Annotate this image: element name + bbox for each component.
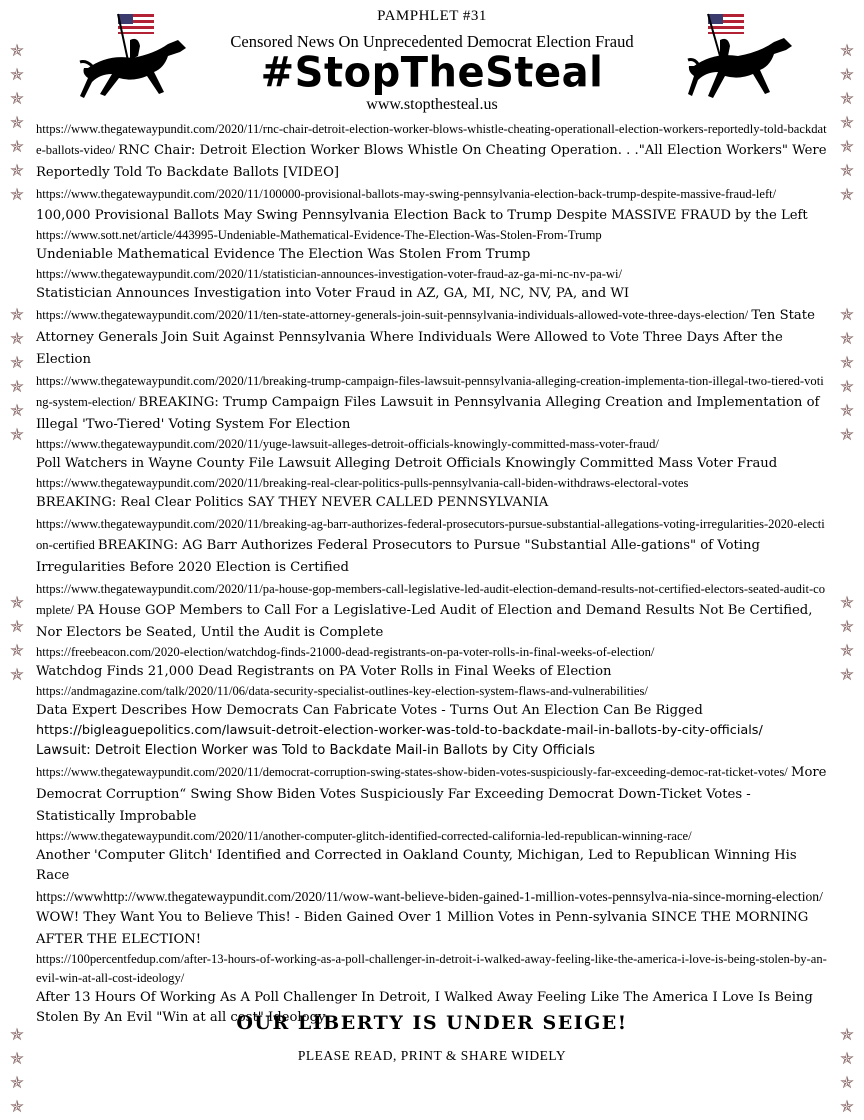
list-item <box>36 435 828 474</box>
slogan: OUR LIBERTY IS UNDER SEIGE! <box>236 1012 628 1034</box>
article-title: Ten State Attorney Generals Join Suit Against Pennsylvania Where Individuals Were Allowed to Vote Three Days After the Election <box>36 308 815 367</box>
star-icon: ✯ <box>9 1097 25 1117</box>
article-title: Watchdog Finds 21,000 Dead Registrants on PA Voter Rolls in Final Weeks of Election <box>36 664 612 679</box>
star-icon: ✯ <box>839 401 855 421</box>
article-url[interactable]: https://www.thegatewaypundit.com/2020/11/statistician-announces-investigation-voter-fraud-az-ga-mi-nc-nv-pa-wi/ <box>36 267 622 281</box>
star-icon: ✯ <box>839 41 855 61</box>
star-icon: ✯ <box>9 425 25 445</box>
article-title: Undeniable Mathematical Evidence The Election Was Stolen From Trump <box>36 247 531 262</box>
article-title: Poll Watchers in Wayne County File Lawsuit Alleging Detroit Officials Knowingly Committed Mass Voter Fraud <box>36 456 778 471</box>
article-url[interactable]: https://freebeacon.com/2020-election/watchdog-finds-21000-dead-registrants-on-pa-voter-rolls-in-final-weeks-of-election/ <box>36 645 655 659</box>
article-title: WOW! They Want You to Believe This! - Biden Gained Over 1 Million Votes in Penn-sylvania SINCE THE MORNING AFTER THE ELECTION! <box>36 910 809 947</box>
list-item <box>36 578 828 643</box>
article-title: BREAKING: AG Barr Authorizes Federal Prosecutors to Pursue "Substantial Alle-gations" of Voting Irregularities Before 2020 Election is Certified <box>36 538 760 575</box>
star-icon: ✯ <box>839 185 855 205</box>
article-list <box>36 118 828 1028</box>
star-icon: ✯ <box>9 1073 25 1093</box>
article-title: More Democrat Corruption“ Swing Show Biden Votes Suspiciously Far Exceeding Democrat Down-Ticket Votes - Statistically Improbable <box>36 765 827 824</box>
list-item <box>36 183 828 226</box>
page-title: #StopTheSteal <box>260 48 604 98</box>
pamphlet-subtitle: Censored News On Unprecedented Democrat Election Fraud <box>230 32 634 51</box>
list-item <box>36 827 828 886</box>
article-url[interactable]: https://www.thegatewaypundit.com/2020/11/breaking-ag-barr-authorizes-federal-prosecutors-pursue-substantial-allegations-voting-irregularities-2020-election-certified <box>36 517 825 552</box>
article-url[interactable]: https://www.thegatewaypundit.com/2020/11/pa-house-gop-members-call-legislative-led-audit-election-demand-results-not-certified-electors-seated-audit-complete/ <box>36 582 826 617</box>
star-icon: ✯ <box>839 89 855 109</box>
list-item <box>36 370 828 435</box>
pamphlet-number: PAMPHLET #31 <box>377 8 487 24</box>
article-url[interactable]: https://www.thegatewaypundit.com/2020/11/yuge-lawsuit-alleges-detroit-officials-knowingly-committed-mass-voter-fraud/ <box>36 437 659 451</box>
star-icon: ✯ <box>9 1049 25 1069</box>
article-title: RNC Chair: Detroit Election Worker Blows Whistle On Cheating Operation. . ."All Election Workers" Were Reportedly Told To Backdate Ballots [VIDEO] <box>36 143 827 180</box>
article-url[interactable]: https://www.thegatewaypundit.com/2020/11/breaking-real-clear-politics-pulls-pennsylvania-call-biden-withdraws-electoral-votes <box>36 476 689 490</box>
article-title: Data Expert Describes How Democrats Can Fabricate Votes - Turns Out An Election Can Be Rigged <box>36 703 703 718</box>
star-icon: ✯ <box>9 305 25 325</box>
star-column-right <box>836 40 858 1120</box>
star-icon: ✯ <box>9 41 25 61</box>
star-icon: ✯ <box>9 329 25 349</box>
star-icon: ✯ <box>839 65 855 85</box>
star-icon: ✯ <box>839 329 855 349</box>
article-url[interactable]: https://bigleaguepolitics.com/lawsuit-detroit-election-worker-was-told-to-backdate-mail-in-ballots-by-city-officials/ <box>36 723 763 738</box>
star-icon: ✯ <box>839 641 855 661</box>
list-item <box>36 474 828 513</box>
site-link[interactable]: www.stopthesteal.us <box>366 96 498 113</box>
article-url[interactable]: https://andmagazine.com/talk/2020/11/06/data-security-specialist-outlines-key-election-system-flaws-and-vulnerabilities/ <box>36 684 648 698</box>
star-icon: ✯ <box>839 1097 855 1117</box>
article-url[interactable]: https://100percentfedup.com/after-13-hours-of-working-as-a-poll-challenger-in-detroit-i-walked-away-feeling-like-the-america-i-love-is-being-stolen-by-an-evil-win-at-all-cost-ideology/ <box>36 952 827 985</box>
star-column-left <box>6 40 28 1120</box>
article-title: Lawsuit: Detroit Election Worker was Told to Backdate Mail-in Ballots by City Officials <box>36 743 596 758</box>
call-to-action: PLEASE READ, PRINT & SHARE WIDELY <box>297 1048 567 1063</box>
article-title: Another 'Computer Glitch' Identified and Corrected in Oakland County, Michigan, Led to Republican Winning His Race <box>36 848 797 883</box>
article-url[interactable]: https://www.sott.net/article/443995-Undeniable-Mathematical-Evidence-The-Election-Was-Stolen-From-Trump <box>36 228 602 242</box>
star-icon: ✯ <box>9 185 25 205</box>
list-item <box>36 682 828 721</box>
star-icon: ✯ <box>9 401 25 421</box>
list-item <box>36 118 828 183</box>
article-url[interactable]: https://wwwhttp://www.thegatewaypundit.com/2020/11/wow-want-believe-biden-gained-1-million-votes-pennsylva-nia-since-morning-election/ <box>36 889 823 904</box>
star-icon: ✯ <box>839 353 855 373</box>
list-item <box>36 304 828 370</box>
star-icon: ✯ <box>9 113 25 133</box>
star-icon: ✯ <box>9 65 25 85</box>
star-icon: ✯ <box>839 161 855 181</box>
star-icon: ✯ <box>839 617 855 637</box>
star-icon: ✯ <box>9 137 25 157</box>
star-icon: ✯ <box>839 113 855 133</box>
article-title: BREAKING: Trump Campaign Files Lawsuit in Pennsylvania Alleging Creation and Implementation of Illegal 'Two-Tiered' Voting System For Election <box>36 395 820 432</box>
star-icon: ✯ <box>9 377 25 397</box>
star-icon: ✯ <box>9 161 25 181</box>
star-icon: ✯ <box>839 305 855 325</box>
list-item <box>36 721 828 761</box>
star-icon: ✯ <box>839 665 855 685</box>
star-icon: ✯ <box>9 89 25 109</box>
list-item <box>36 643 828 682</box>
list-item <box>36 886 828 950</box>
article-title: 100,000 Provisional Ballots May Swing Pennsylvania Election Back to Trump Despite MASSIVE FRAUD by the Left <box>36 208 808 223</box>
article-url[interactable]: https://www.thegatewaypundit.com/2020/11/another-computer-glitch-identified-corrected-california-led-republican-winning-race/ <box>36 829 692 843</box>
star-icon: ✯ <box>839 1049 855 1069</box>
star-icon: ✯ <box>9 1025 25 1045</box>
list-item <box>36 513 828 578</box>
star-icon: ✯ <box>9 353 25 373</box>
article-title: Statistician Announces Investigation into Voter Fraud in AZ, GA, MI, NC, NV, PA, and WI <box>36 286 630 301</box>
star-icon: ✯ <box>9 617 25 637</box>
article-url[interactable]: https://www.thegatewaypundit.com/2020/11/breaking-trump-campaign-files-lawsuit-pennsylvania-alleging-creation-implementa-tion-illegal-two-tiered-voting-system-election/ <box>36 374 824 409</box>
star-icon: ✯ <box>839 1073 855 1093</box>
article-url[interactable]: https://www.thegatewaypundit.com/2020/11/100000-provisional-ballots-may-swing-pennsylvania-election-back-trump-despite-massive-fraud-left/ <box>36 187 777 201</box>
star-icon: ✯ <box>9 593 25 613</box>
star-icon: ✯ <box>839 593 855 613</box>
star-icon: ✯ <box>839 425 855 445</box>
article-url[interactable]: https://www.thegatewaypundit.com/2020/11/ten-state-attorney-generals-join-suit-pennsylvania-individuals-allowed-vote-three-days-election/ <box>36 308 752 322</box>
star-icon: ✯ <box>839 1025 855 1045</box>
list-item <box>36 265 828 304</box>
star-icon: ✯ <box>9 665 25 685</box>
list-item <box>36 761 828 827</box>
list-item <box>36 226 828 265</box>
article-url[interactable]: https://www.thegatewaypundit.com/2020/11/democrat-corruption-swing-states-show-biden-votes-suspiciously-far-exceeding-democ-rat-ticket-votes/ <box>36 765 791 779</box>
article-url[interactable]: https://www.thegatewaypundit.com/2020/11/rnc-chair-detroit-election-worker-blows-whistle-cheating-operationall-election-workers-reportedly-told-backdate-ballots-video/ <box>36 122 827 157</box>
star-icon: ✯ <box>839 137 855 157</box>
article-title: BREAKING: Real Clear Politics SAY THEY NEVER CALLED PENNSYLVANIA <box>36 495 549 510</box>
article-title: After 13 Hours Of Working As A Poll Challenger In Detroit, I Walked Away Feeling Like The America I Love Is Being Stolen By An Evil "Win at all cost" Ideology <box>36 990 813 1025</box>
star-icon: ✯ <box>839 377 855 397</box>
star-icon: ✯ <box>9 641 25 661</box>
article-title: PA House GOP Members to Call For a Legislative-Led Audit of Election and Demand Results Not Be Certified, Nor Electors be Seated, Until the Audit is Complete <box>36 603 813 640</box>
